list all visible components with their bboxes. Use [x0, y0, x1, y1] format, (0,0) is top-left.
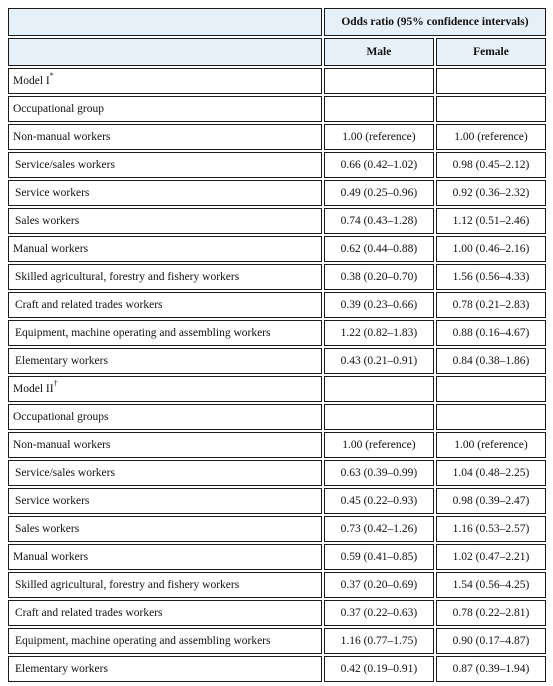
row-label-text: Sales workers — [15, 215, 80, 227]
table-row — [8, 432, 546, 458]
row-label — [8, 96, 322, 122]
male-value — [324, 68, 434, 94]
footnote-marker: * — [49, 71, 54, 81]
row-label-text: Craft and related trades workers — [15, 299, 163, 311]
row-label — [8, 348, 322, 374]
female-value: 1.00 (0.46–2.16) — [436, 236, 546, 262]
male-value: 0.63 (0.39–0.99) — [324, 460, 434, 486]
table-row — [8, 600, 546, 626]
table-row — [8, 460, 546, 486]
row-label-text: Elementary workers — [15, 355, 108, 367]
row-label — [8, 600, 322, 626]
male-value: 0.45 (0.22–0.93) — [324, 488, 434, 514]
row-label — [8, 236, 322, 262]
row-label-text: Manual workers — [13, 551, 89, 563]
table-row — [8, 516, 546, 542]
row-label — [8, 432, 322, 458]
row-label — [8, 124, 322, 150]
table-row — [8, 404, 546, 430]
row-label — [8, 572, 322, 598]
row-label-text: Non-manual workers — [13, 131, 111, 143]
row-label — [8, 264, 322, 290]
female-value — [436, 68, 546, 94]
table-row — [8, 264, 546, 290]
header-row-group — [8, 8, 546, 36]
male-value — [324, 96, 434, 122]
table-row — [8, 180, 546, 206]
table-row — [8, 656, 546, 682]
female-value: 1.16 (0.53–2.57) — [436, 516, 546, 542]
row-label — [8, 320, 322, 346]
header-empty-cell — [8, 38, 322, 66]
female-value: 1.04 (0.48–2.25) — [436, 460, 546, 486]
female-value: 1.00 (reference) — [436, 124, 546, 150]
row-label-text: Service/sales workers — [15, 467, 115, 479]
row-label-text: Elementary workers — [15, 663, 108, 675]
row-label — [8, 180, 322, 206]
female-value: 1.56 (0.56–4.33) — [436, 264, 546, 290]
row-label — [8, 152, 322, 178]
male-value: 0.74 (0.43–1.28) — [324, 208, 434, 234]
male-value: 0.49 (0.25–0.96) — [324, 180, 434, 206]
table-row — [8, 572, 546, 598]
female-value: 0.78 (0.21–2.83) — [436, 292, 546, 318]
male-value — [324, 404, 434, 430]
header-group-title: Odds ratio (95% confidence intervals) — [324, 8, 546, 36]
row-label-text: Model II — [13, 383, 54, 395]
row-label — [8, 68, 322, 94]
male-value: 1.00 (reference) — [324, 432, 434, 458]
table-row — [8, 152, 546, 178]
male-value: 0.37 (0.20–0.69) — [324, 572, 434, 598]
male-value: 1.16 (0.77–1.75) — [324, 628, 434, 654]
table-row — [8, 348, 546, 374]
row-label-text: Sales workers — [15, 523, 80, 535]
table-row — [8, 292, 546, 318]
table-row — [8, 628, 546, 654]
male-value: 1.00 (reference) — [324, 124, 434, 150]
male-value: 0.62 (0.44–0.88) — [324, 236, 434, 262]
table-row — [8, 488, 546, 514]
male-value: 0.39 (0.23–0.66) — [324, 292, 434, 318]
row-label-text: Occupational groups — [13, 411, 109, 423]
row-label — [8, 404, 322, 430]
female-value: 0.88 (0.16–4.67) — [436, 320, 546, 346]
male-value — [324, 376, 434, 402]
header-male: Male — [324, 38, 434, 66]
row-label — [8, 376, 322, 402]
row-label — [8, 516, 322, 542]
male-value: 0.38 (0.20–0.70) — [324, 264, 434, 290]
row-label — [8, 292, 322, 318]
row-label-text: Service/sales workers — [15, 159, 115, 171]
female-value: 1.54 (0.56–4.25) — [436, 572, 546, 598]
header-female: Female — [436, 38, 546, 66]
male-value: 1.22 (0.82–1.83) — [324, 320, 434, 346]
table-row — [8, 96, 546, 122]
header-row-columns — [8, 38, 546, 66]
table-row — [8, 320, 546, 346]
row-label — [8, 544, 322, 570]
female-value: 0.98 (0.39–2.47) — [436, 488, 546, 514]
female-value — [436, 96, 546, 122]
male-value: 0.66 (0.42–1.02) — [324, 152, 434, 178]
female-value: 0.84 (0.38–1.86) — [436, 348, 546, 374]
female-value — [436, 376, 546, 402]
table-row — [8, 376, 546, 402]
row-label-text: Craft and related trades workers — [15, 607, 163, 619]
table-row — [8, 236, 546, 262]
row-label — [8, 628, 322, 654]
row-label — [8, 460, 322, 486]
row-label-text: Equipment, machine operating and assembling workers — [15, 635, 271, 647]
row-label — [8, 208, 322, 234]
row-label-text: Manual workers — [13, 243, 89, 255]
female-value: 1.00 (reference) — [436, 432, 546, 458]
female-value: 0.92 (0.36–2.32) — [436, 180, 546, 206]
table-row — [8, 68, 546, 94]
female-value: 1.12 (0.51–2.46) — [436, 208, 546, 234]
female-value: 0.87 (0.39–1.94) — [436, 656, 546, 682]
row-label-text: Model I — [13, 75, 50, 87]
female-value: 0.78 (0.22–2.81) — [436, 600, 546, 626]
male-value: 0.42 (0.19–0.91) — [324, 656, 434, 682]
row-label — [8, 656, 322, 682]
male-value: 0.37 (0.22–0.63) — [324, 600, 434, 626]
row-label — [8, 488, 322, 514]
male-value: 0.73 (0.42–1.26) — [324, 516, 434, 542]
female-value — [436, 404, 546, 430]
row-label-text: Non-manual workers — [13, 439, 111, 451]
row-label-text: Service workers — [15, 495, 90, 507]
row-label-text: Occupational group — [13, 103, 105, 115]
table-row — [8, 544, 546, 570]
female-value: 0.90 (0.17–4.87) — [436, 628, 546, 654]
footnote-marker: † — [53, 379, 58, 389]
female-value: 0.98 (0.45–2.12) — [436, 152, 546, 178]
header-empty-cell — [8, 8, 322, 36]
female-value: 1.02 (0.47–2.21) — [436, 544, 546, 570]
odds-ratio-table — [6, 6, 548, 684]
male-value: 0.59 (0.41–0.85) — [324, 544, 434, 570]
row-label-text: Service workers — [15, 187, 90, 199]
row-label-text: Skilled agricultural, forestry and fishery workers — [15, 271, 240, 283]
row-label-text: Equipment, machine operating and assembling workers — [15, 327, 271, 339]
table-row — [8, 208, 546, 234]
table-row — [8, 124, 546, 150]
male-value: 0.43 (0.21–0.91) — [324, 348, 434, 374]
row-label-text: Skilled agricultural, forestry and fishery workers — [15, 579, 240, 591]
